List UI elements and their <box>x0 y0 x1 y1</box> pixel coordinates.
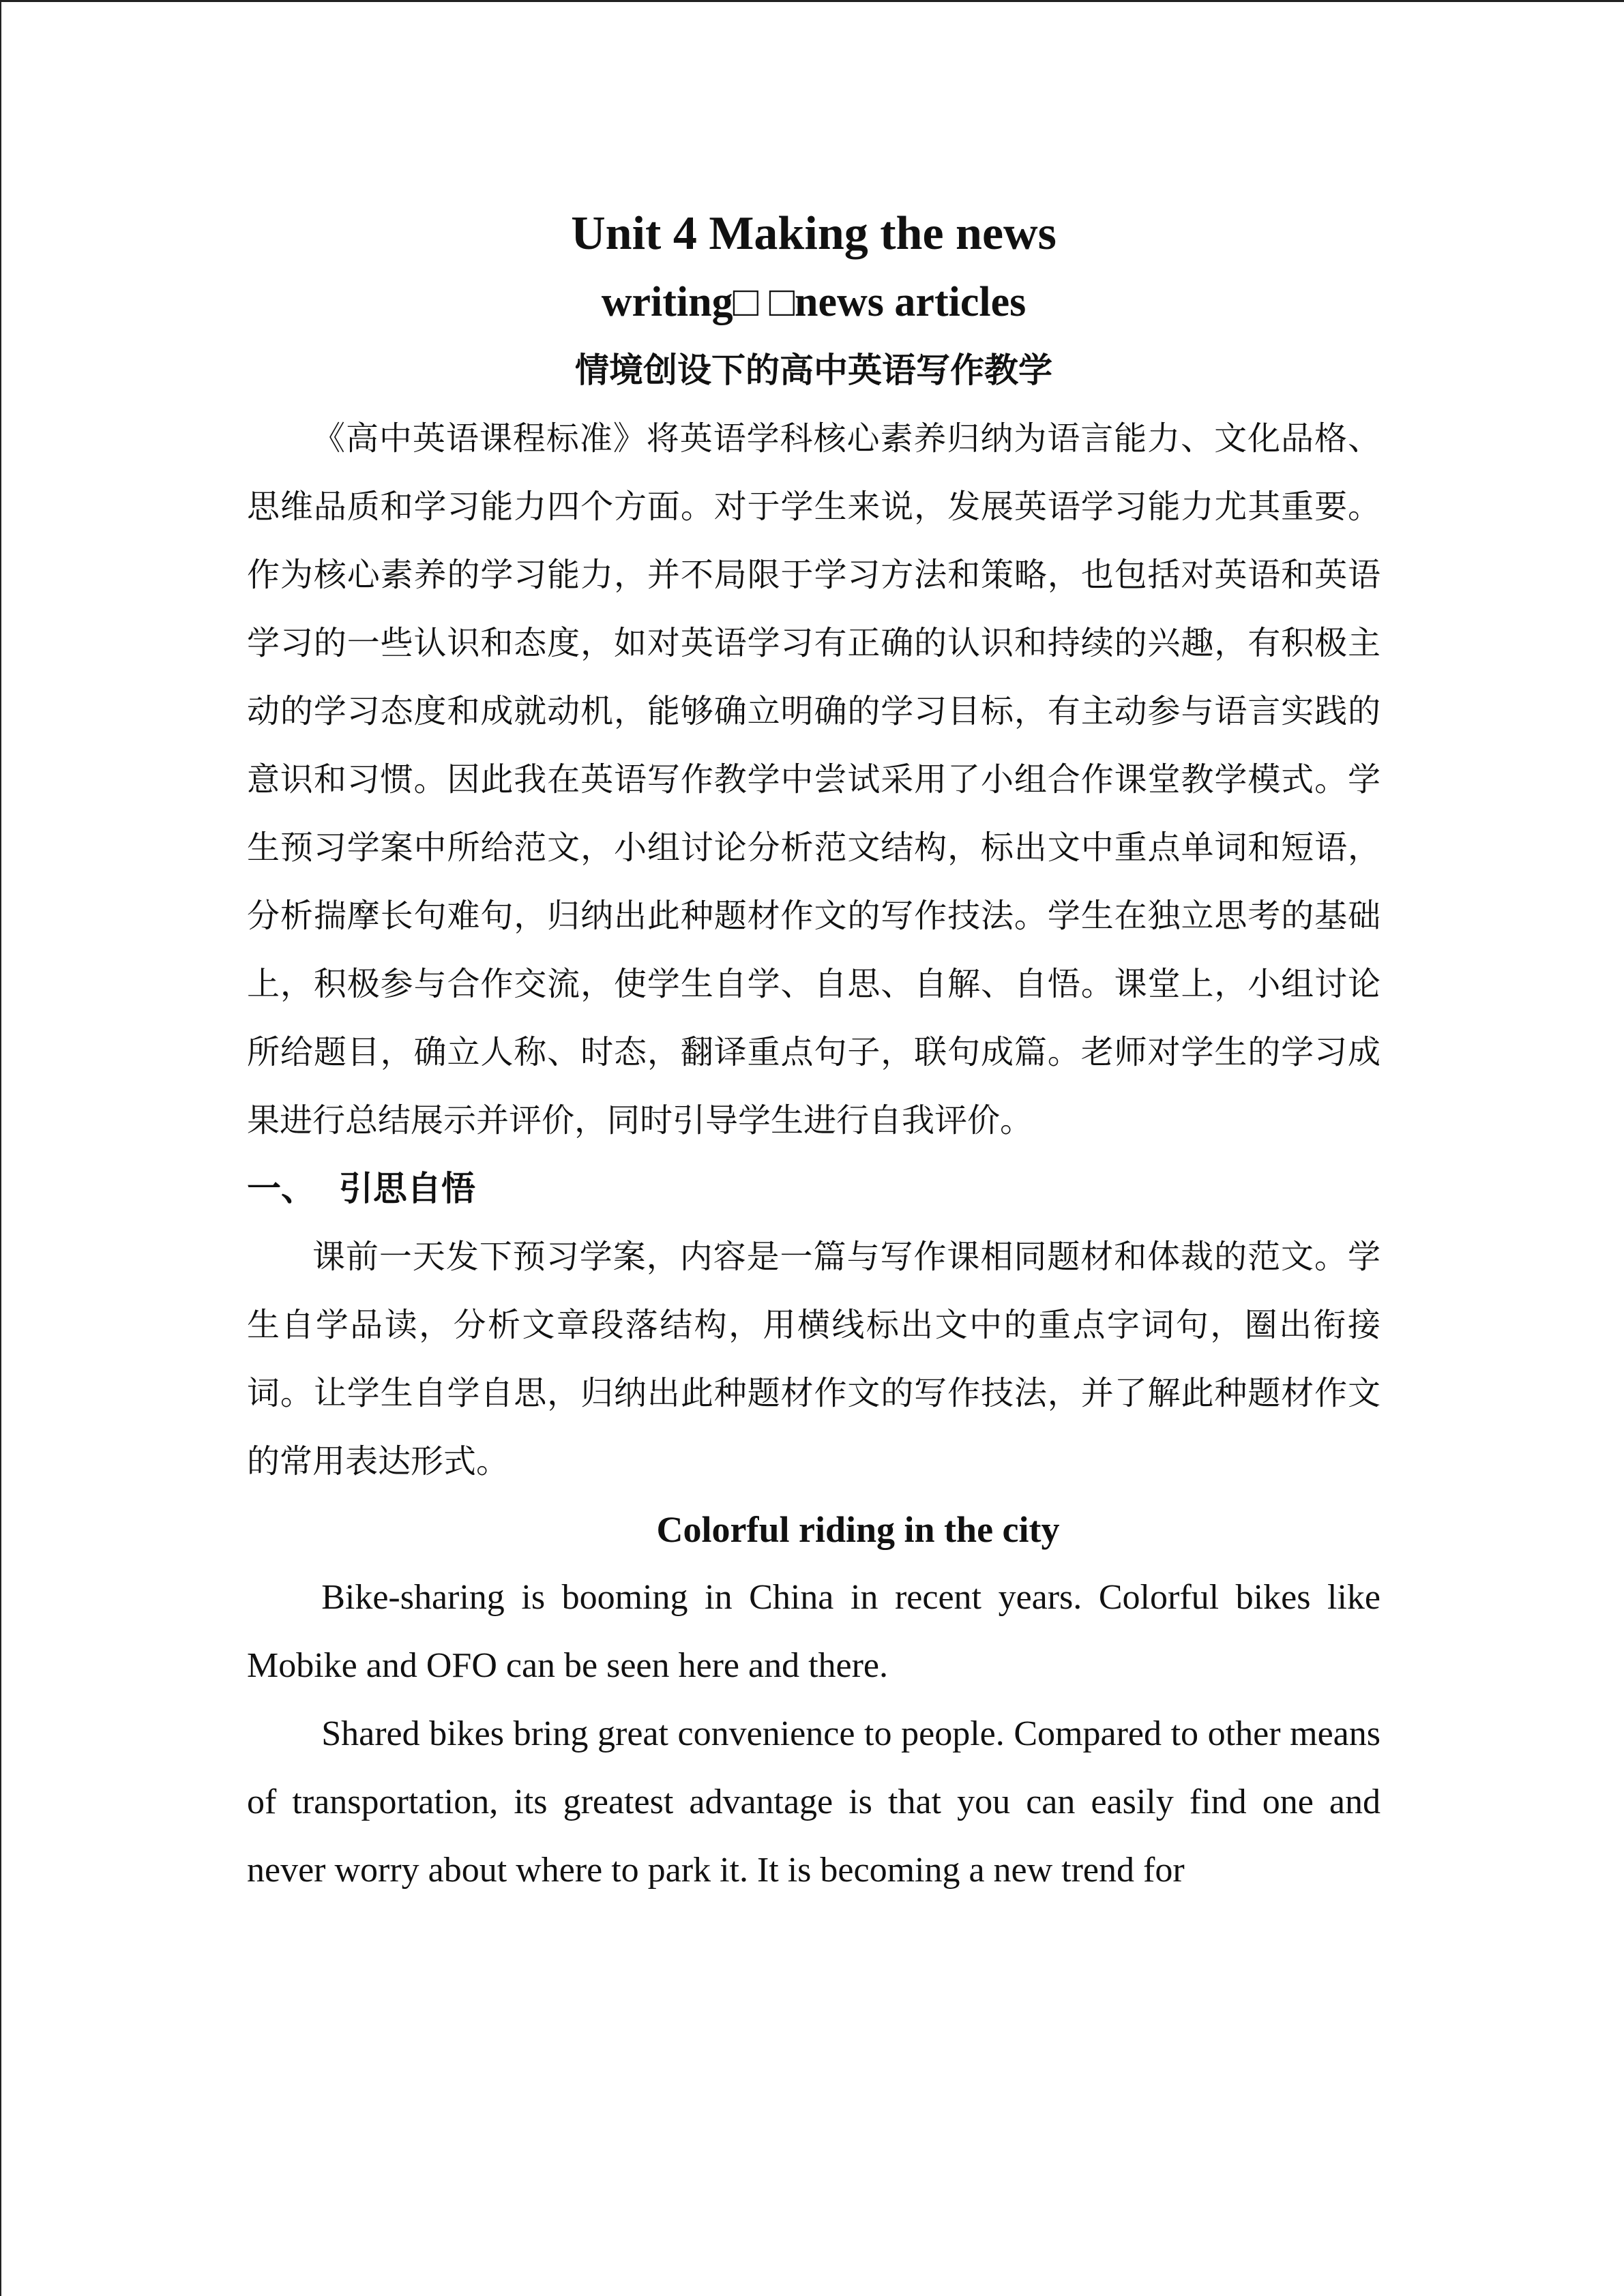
page-title: Unit 4 Making the news <box>571 207 1057 260</box>
intro-paragraph: 《高中英语课程标准》将英语学科核心素养归纳为语言能力、文化品格、思维品质和学习能力四个方面。对于学生来说，发展英语学习能力尤其重要。作为核心素养的学习能力，并不局限于学习方法和策略，也包括对英语和英语学习的一些认识和态度，如对英语学习有正确的认识和持续的兴趣，有积极主动的学习态度和成就动机，能够确立明确的学习目标，有主动参与语言实践的意识和习惯。因此我在英语写作教学中尝试采用了小组合作课堂教学模式。学生预习学案中所给范文，小组讨论分析范文结构，标出文中重点单词和短语，分析揣摩长句难句，归纳出此种题材作文的写作技法。学生在独立思考的基础上，积极参与合作交流，使学生自学、自思、自解、自悟。课堂上，小组讨论所给题目，确立人称、时态，翻译重点句子，联句成篇。老师对学生的学习成果进行总结展示并评价，同时引导学生进行自我评价。 <box>247 419 1381 1139</box>
sample-article-paragraph-1: Bike-sharing is booming in China in recent years. Colorful bikes like Mobike and OFO can be seen here and there. <box>247 1578 1381 1685</box>
section-heading: 一、 引思自悟 <box>247 1169 475 1208</box>
sample-article-title: Colorful riding in the city <box>656 1509 1060 1550</box>
chinese-title: 情境创设下的高中英语写作教学 <box>575 351 1052 390</box>
section-paragraph: 课前一天发下预习学案，内容是一篇与写作课相同题材和体裁的范文。学生自学品读，分析文章段落结构，用横线标出文中的重点字词句，圈出衔接词。让学生自学自思，归纳出此种题材作文的写作技法，并了解此种题材作文的常用表达形式。 <box>247 1238 1381 1480</box>
page-subtitle: writing□ □news articles <box>601 279 1027 325</box>
document-body <box>247 200 1381 1905</box>
sample-article-paragraph-2: Shared bikes bring great convenience to people. Compared to other means of transportation, its greatest advantage is that you can easily find one and never worry about where to park it. It is becoming a new trend for <box>247 1714 1381 1890</box>
